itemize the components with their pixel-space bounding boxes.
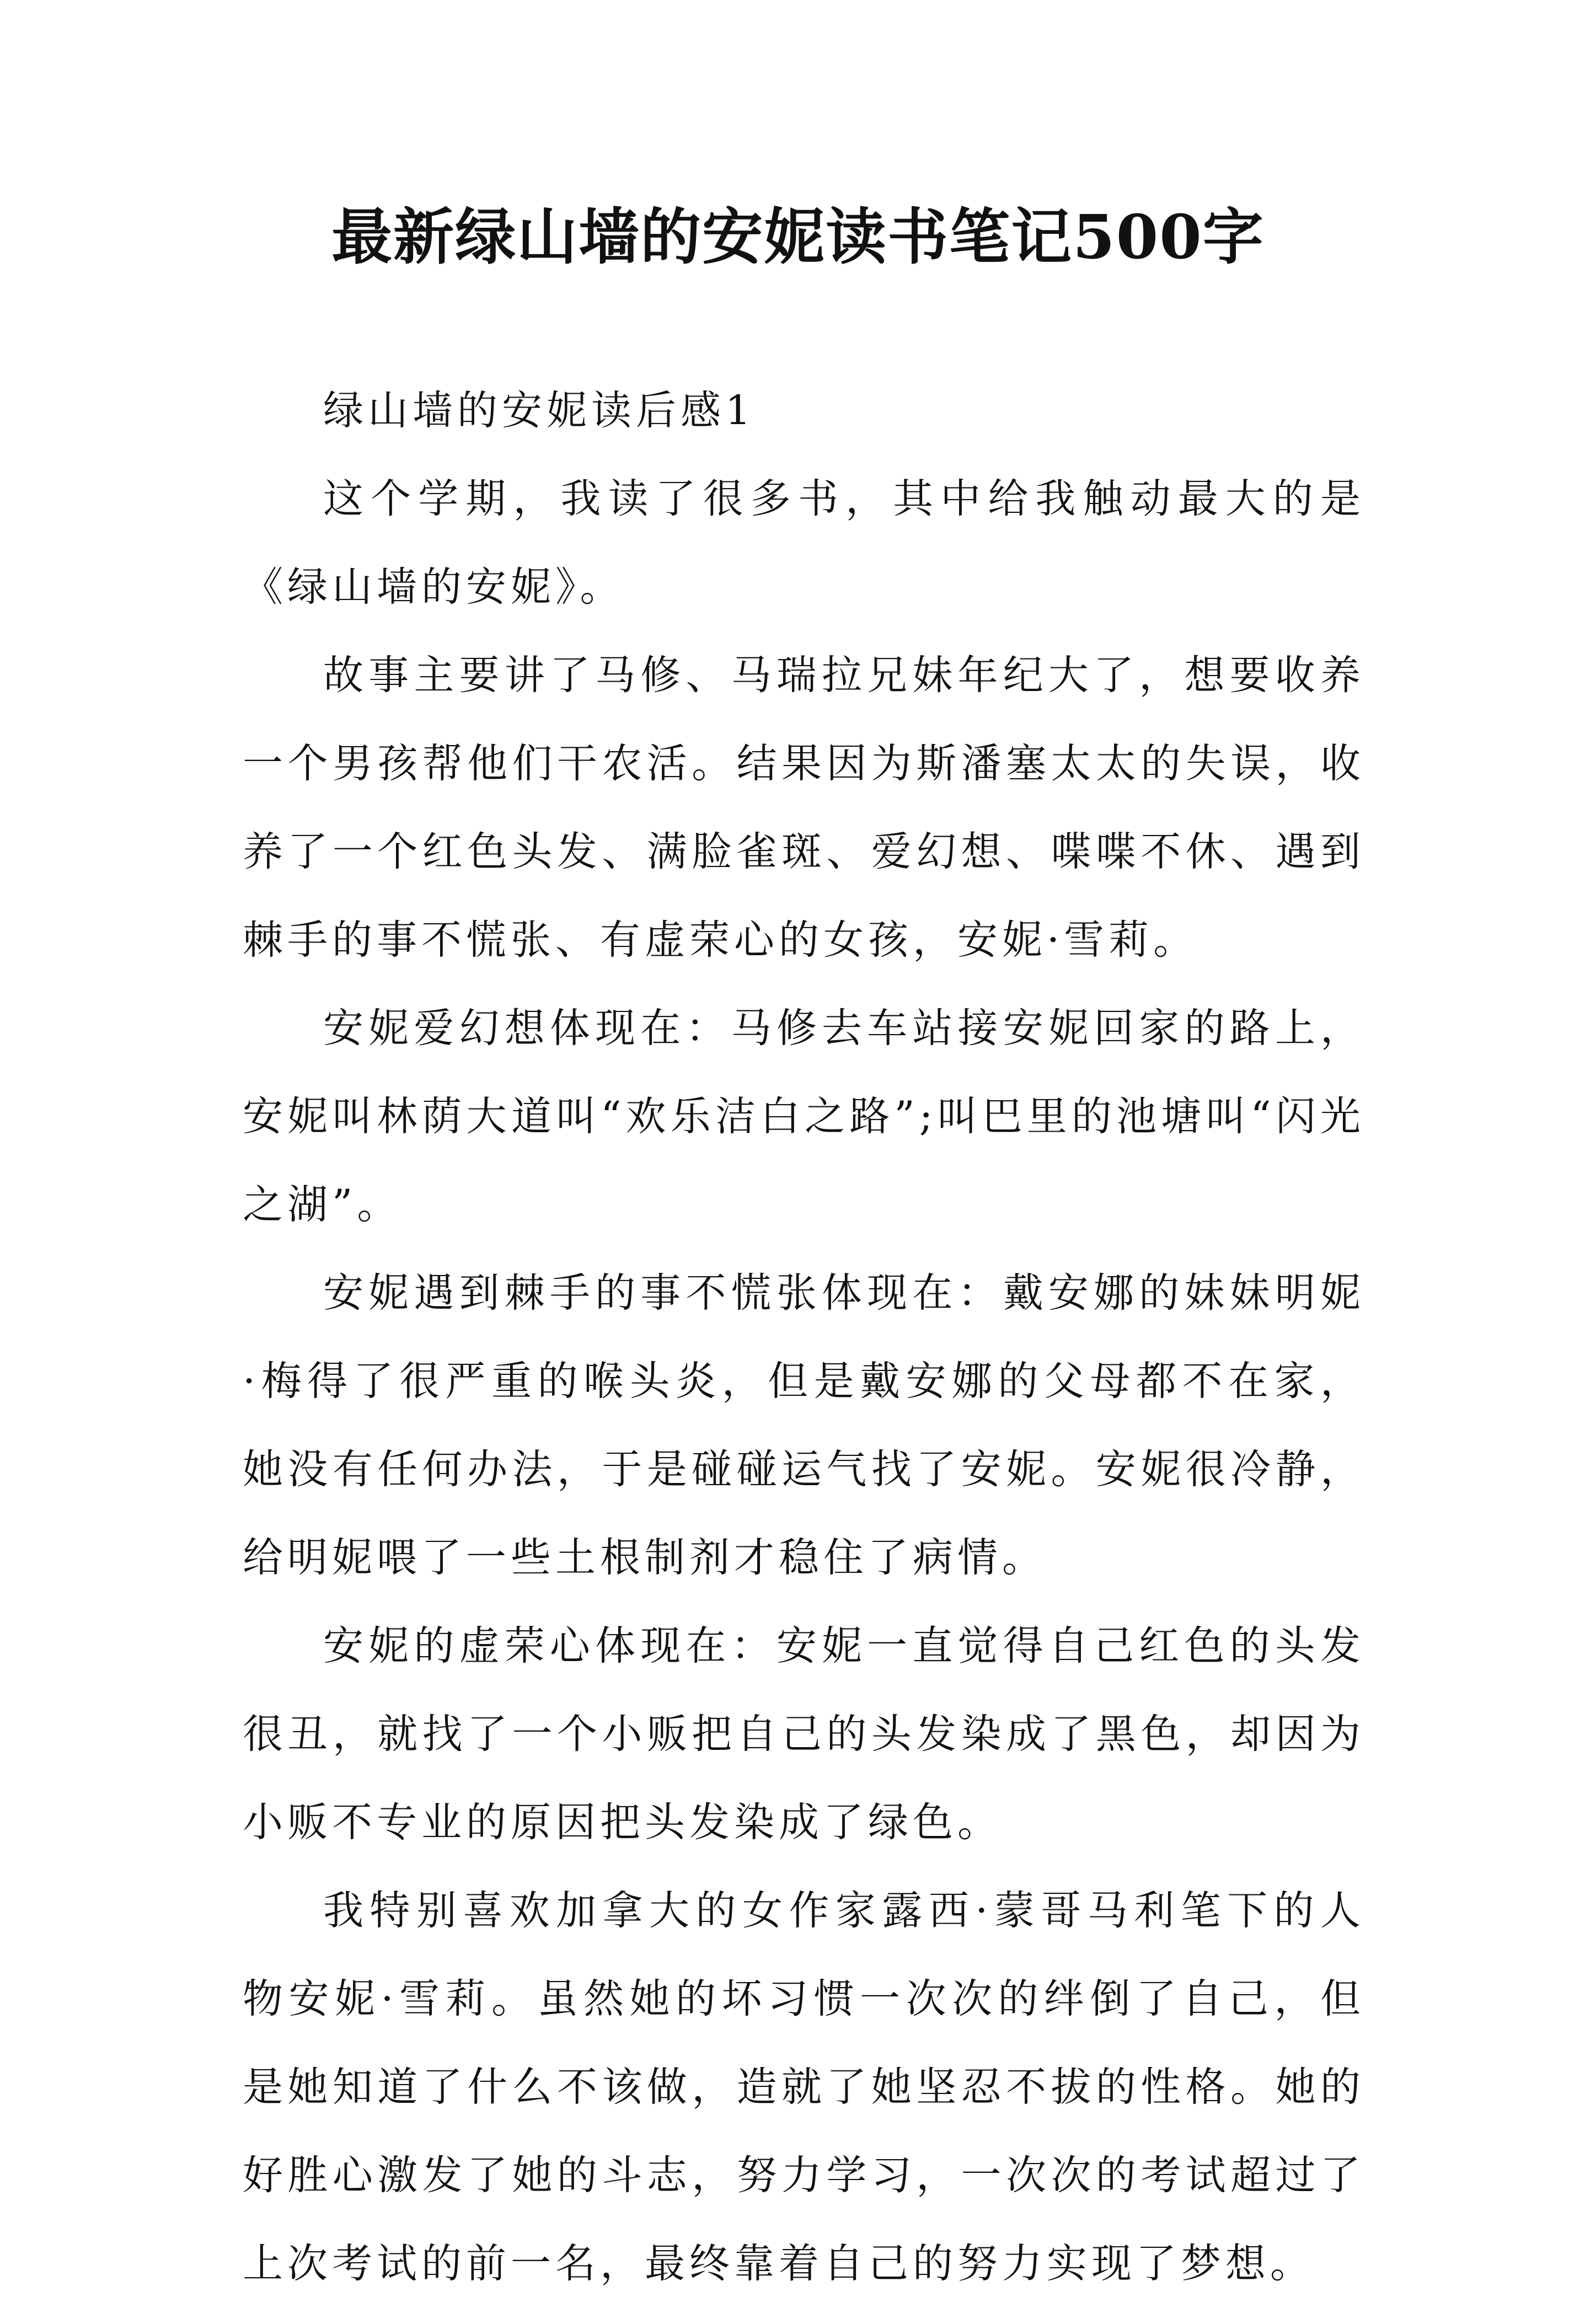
paragraph: 这个学期，我读了很多书，其中给我触动最大的是《绿山墙的安妮》。 bbox=[243, 475, 1365, 611]
paragraph: 安妮的虚荣心体现在：安妮一直觉得自己红色的头发很丑，就找了一个小贩把自己的头发染成了黑色，却因为小贩不专业的原因把头发染成了绿色。 bbox=[243, 1622, 1365, 1846]
paragraph: 安妮爱幻想体现在：马修去车站接安妮回家的路上，安妮叫林荫大道叫“欢乐洁白之路”;叫巴里的池塘叫“闪光之湖”。 bbox=[243, 1005, 1365, 1228]
section-heading: 绿山墙的安妮读后感1 bbox=[323, 387, 756, 434]
paragraph: 安妮遇到棘手的事不慌张体现在：戴安娜的妹妹明妮·梅得了很严重的喉头炎，但是戴安娜的父母都不在家，她没有任何办法，于是碰碰运气找了安妮。安妮很冷静，给明妮喂了一些土根制剂才稳住了病情。 bbox=[243, 1270, 1365, 1581]
paragraph: 我特别喜欢加拿大的女作家露西·蒙哥马利笔下的人物安妮·雪莉。虽然她的坏习惯一次次的绊倒了自己，但是她知道了什么不该做，造就了她坚忍不拔的性格。她的好胜心激发了她的斗志，努力学习，一次次的考试超过了上次考试的前一名，最终靠着自己的努力实现了梦想。 bbox=[243, 1887, 1365, 2287]
paragraph: 故事主要讲了马修、马瑞拉兄妹年纪大了，想要收养一个男孩帮他们干农活。结果因为斯潘塞太太的失误，收养了一个红色头发、满脸雀斑、爱幻想、喋喋不休、遇到棘手的事不慌张、有虚荣心的女孩，安妮·雪莉。 bbox=[243, 652, 1365, 963]
document-body bbox=[243, 367, 1365, 2308]
document-title: 最新绿山墙的安妮读书笔记500字 bbox=[331, 201, 1265, 272]
